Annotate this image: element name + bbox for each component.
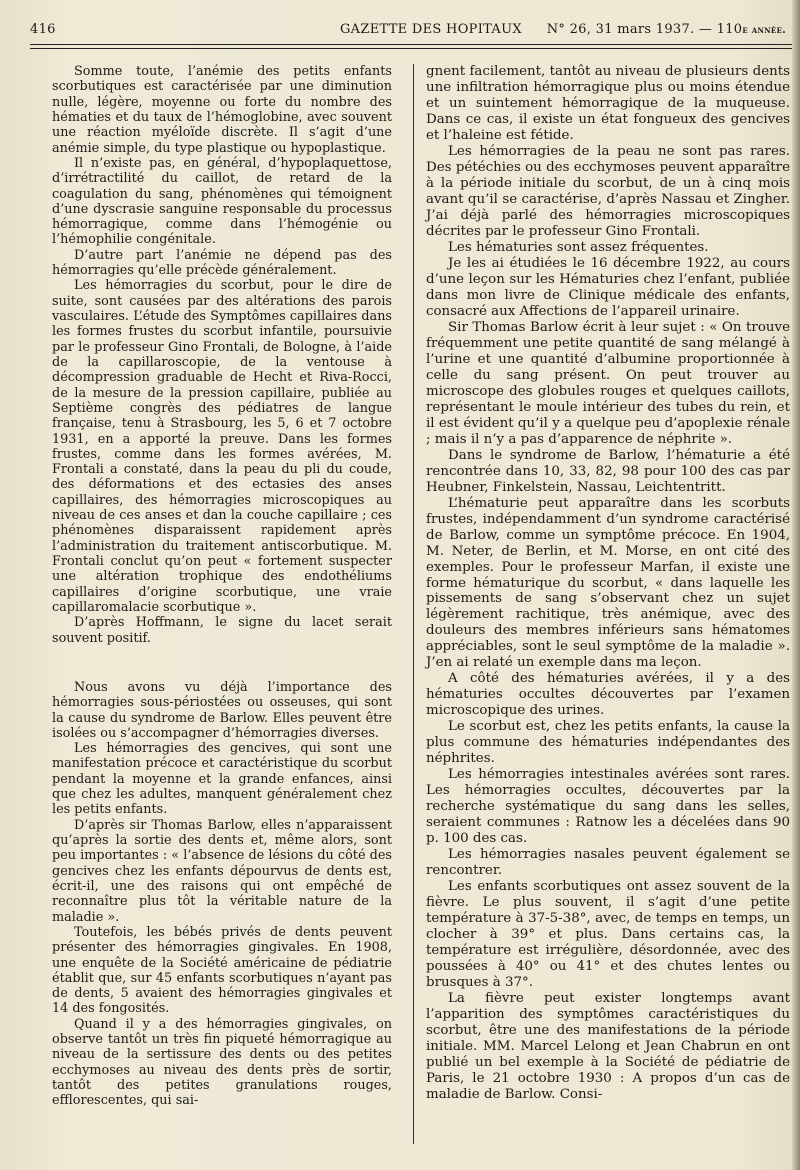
paragraph: D’après Hoffmann, le signe du lacet serait souvent positif. — [52, 615, 392, 646]
paragraph: Toutefois, les bébés privés de dents peuvent présenter des hémorragies gingivales. En 1908, une enquête de la Société américaine de pédiatrie établit que, sur 45 enfants scorbutiques n’ayant pas de dents, 5 avaient des hémorragies gingivales et 14 des fongosités. — [52, 924, 392, 1017]
paragraph: Les hémorragies nasales peuvent également se rencontrer. — [426, 847, 790, 879]
paragraph: Les hémorragies du scorbut, pour le dire de suite, sont causées par des altérations des parois vasculaires. L’étude des Symptômes capillaires dans les formes frustes du scorbut infantile, poursuivie par le professeur Gino Frontali, de Bologne, à l’aide de la capillaroscopie, de la ventouse à décompression graduable de Hecht et Riva-Rocci, de la mesure de la pression capillaire, publiée au Septième congrès des pédiatres de langue française, tenu à Strasbourg, les 5, 6 et 7 octobre 1931, en a apporté la preuve. Dans les formes frustes, comme dans les formes avérées, M. Frontali a constaté, dans la peau du pli du coude, des déformations et des ectasies des anses capillaires, des hémorragies microscopiques au niveau de ces anses et dan la couche capillaire ; ces phénomènes disparaissent rapidement après l’administration du traitement antiscorbutique. M. Frontali conclut qu’on peut « fortement suspecter une altération trophique des endothéliums capillaires d’origine scorbutique, une vraie capillaromalacie scorbutique ». — [52, 278, 392, 615]
paragraph: Il n’existe pas, en général, d’hypoplaquettose, d’irrétractilité du caillot, de retard de la coagulation du sang, phénomènes qui témoignent d’une dyscrasie sanguine responsable du processus hémorragique, comme dans l’hémogénie ou l’hémophilie congénitale. — [52, 155, 392, 248]
paragraph: Dans le syndrome de Barlow, l’hématurie a été rencontrée dans 10, 33, 82, 98 pour 100 des cas par Heubner, Finkelstein, Nassau, Leichtentritt. — [426, 447, 790, 495]
paragraph: gnent facilement, tantôt au niveau de plusieurs dents une infiltration hémorragique plus ou moins étendue et un suintement hémorragique de la muqueuse. Dans ce cas, il existe un état fongueux des gencives et l’haleine est fétide. — [426, 64, 790, 143]
paragraph: Je les ai étudiées le 16 décembre 1922, au cours d’une leçon sur les Hématuries chez l’enfant, publiée dans mon livre de Clinique médicale des enfants, consacré aux Affections de l’appareil urinaire. — [426, 255, 790, 319]
paragraph: D’après sir Thomas Barlow, elles n’apparaissent qu’après la sortie des dents et, même alors, sont peu importantes : « l’absence de lésions du côté des gencives chez les enfants dépourvus de dents est, écrit-il, une des raisons qui ont empêché de reconnaître plus tôt la véritable nature de la maladie ». — [52, 817, 392, 925]
page-edge-shadow — [792, 0, 800, 1170]
paragraph: A côté des hématuries avérées, il y a des hématuries occultes découvertes par l’examen microscopique des urines. — [426, 671, 790, 719]
paragraph: Somme toute, l’anémie des petits enfants scorbutiques est caractérisée par une diminution nulle, légère, moyenne ou forte du nombre des hématies et du taux de l’hémoglobine, avec souvent une réaction myéloïde discrète. Il s’agit d’une anémie simple, du type plastique ou hypoplastique. — [52, 64, 392, 156]
issue-date: N° 26, 31 mars 1937. — 110 — [546, 22, 743, 37]
paragraph: La fièvre peut exister longtemps avant l’apparition des symptômes caractéristiques du scorbut, être une des manifestations de la période initiale. MM. Marcel Lelong et Jean Chabrun en ont publié un bel exemple à la Société de pédiatrie de Paris, le 21 octobre 1930 : A propos d’un cas de maladie de Barlow. Consi- — [426, 991, 790, 1102]
column-divider — [413, 64, 414, 1144]
paragraph: L’hématurie peut apparaître dans les scorbuts frustes, indépendamment d’un syndrome caractérisé de Barlow, comme un symptôme précoce. En 1904, M. Neter, de Berlin, et M. Morse, en ont cité des exemples. Pour le professeur Marfan, il existe une forme hématurique du scorbut, « dans laquelle les pissements de sang s’observant chez un sujet légèrement rachitique, très anémique, avec des douleurs des membres inférieurs sans hématomes appréciables, sont le seul symptôme de la maladie ». J’en ai relaté un exemple dans ma leçon. — [426, 495, 790, 671]
right-column — [426, 64, 790, 1103]
issue-year-suffix: e année. — [742, 25, 786, 36]
page-number: 416 — [30, 22, 56, 37]
paragraph: Les hémorragies des gencives, qui sont une manifestation précoce et caractéristique du scorbut pendant la moyenne et la grande enfances, ainsi que chez les adultes, manquent généralement chez les petits enfants. — [52, 741, 392, 818]
left-column — [52, 64, 392, 1109]
paragraph: Sir Thomas Barlow écrit à leur sujet : « On trouve fréquemment une petite quantité de sang mélangé à l’urine et une quantité d’albumine proportionnée à celle du sang présent. On peut trouver au microscope des globules rouges et quelques caillots, représentant le moule intérieur des tubes du rein, et il est évident qu’il y a quelque peu d’apoplexie rénale ; mais il n’y a pas d’apparence de néphrite ». — [426, 319, 790, 447]
paragraph: Quand il y a des hémorragies gingivales, on observe tantôt un très fin piqueté hémorragique au niveau de la sertissure des dents ou des petites ecchymoses au niveau des dents près de sortir, tantôt des petites granulations rouges, efflorescentes, qui sai- — [52, 1016, 392, 1109]
paragraph: Nous avons vu déjà l’importance des hémorragies sous-périostées ou osseuses, qui sont la cause du syndrome de Barlow. Elles peuvent être isolées ou s’accompagner d’hémorragies diverses. — [52, 679, 392, 741]
paragraph: Les hématuries sont assez fréquentes. — [448, 239, 709, 255]
header-rule — [30, 44, 792, 49]
paragraph: Les enfants scorbutiques ont assez souvent de la fièvre. Le plus souvent, il s’agit d’une petite température à 37-5-38°, avec, de temps en temps, un clocher à 39° et plus. Dans certains cas, la température est irrégulière, désordonnée, avec des poussées à 40° ou 41° et des chutes lentes ou brusques à 37°. — [426, 879, 790, 991]
paragraph: Les hémorragies intestinales avérées sont rares. Les hémorragies occultes, découvertes par la recherche systématique du sang dans les selles, seraient communes : Ratnow les a décelées dans 90 p. 100 des cas. — [426, 767, 790, 847]
issue-info — [547, 22, 786, 37]
journal-title: GAZETTE DES HOPITAUX — [340, 22, 522, 37]
paragraph: Le scorbut est, chez les petits enfants, la cause la plus commune des hématuries indépendantes des néphrites. — [426, 719, 790, 767]
page-header — [30, 22, 792, 44]
paragraph: D’autre part l’anémie ne dépend pas des hémorragies qu’elle précède généralement. — [52, 247, 392, 279]
paragraph: Les hémorragies de la peau ne sont pas rares. Des pétéchies ou des ecchymoses peuvent apparaître à la période initiale du scorbut, de un à cinq mois avant qu’il se caractérise, d’après Nassau et Zingher. J’ai déjà parlé des hémorragies microscopiques décrites par le professeur Gino Frontali. — [426, 143, 790, 239]
